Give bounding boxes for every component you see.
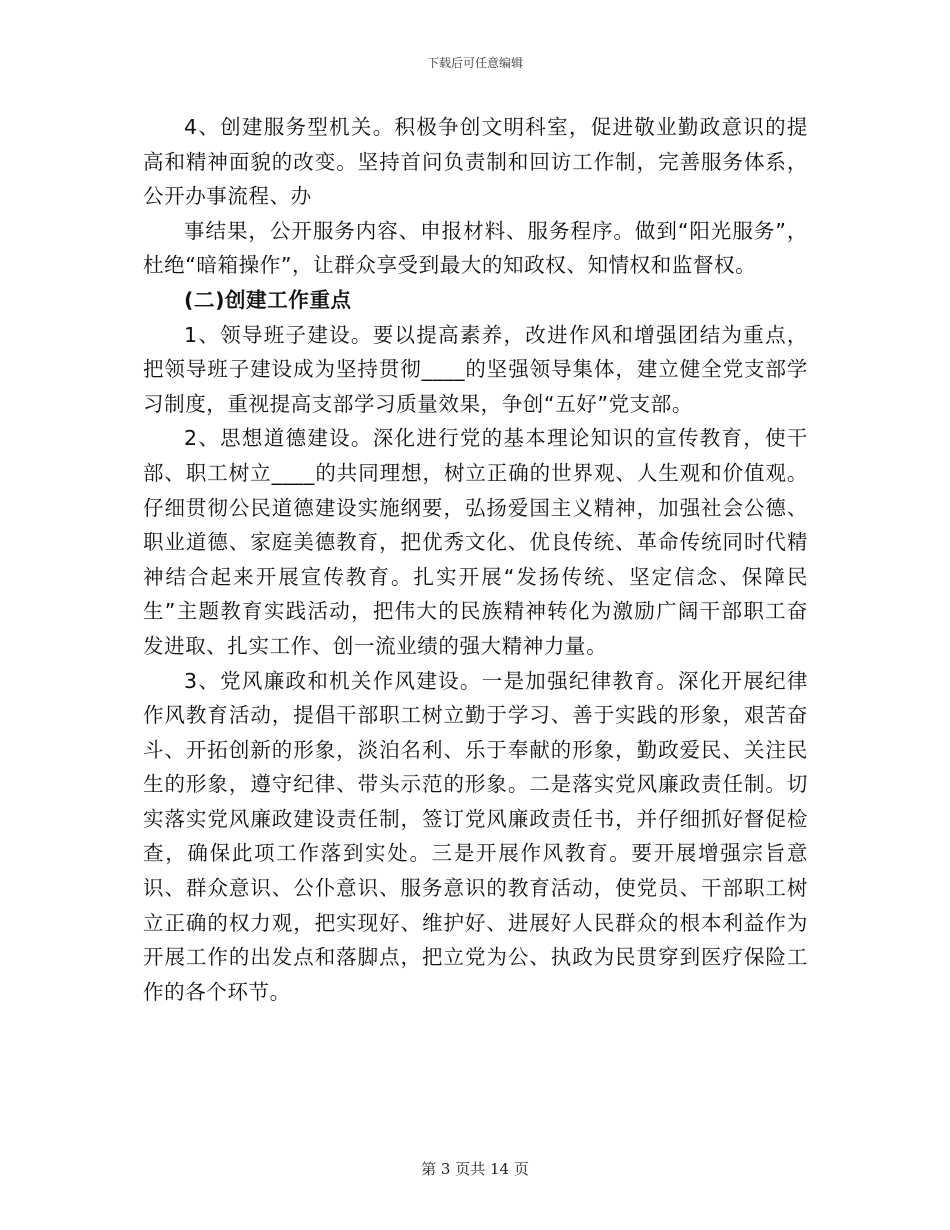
- header-note: 下载后可任意编辑: [426, 56, 523, 70]
- paragraph: 1、领导班子建设。要以提高素养，改进作风和增强团结为重点，把领导班子建设成为坚持贯彻____的坚强领导集体，建立健全党支部学习制度，重视提高支部学习质量效果，争创“五好”党支部。: [143, 322, 808, 416]
- page-number: 第 3 页共 14 页: [421, 1160, 529, 1178]
- paragraph: 4、创建服务型机关。积极争创文明科室，促进敬业勤政意识的提高和精神面貌的改变。坚持首问负责制和回访工作制，完善服务体系，公开办事流程、办: [143, 115, 808, 209]
- section-heading: (二)创建工作重点: [184, 287, 352, 312]
- paragraph: 2、思想道德建设。深化进行党的基本理论知识的宣传教育，使干部、职工树立____的共同理想，树立正确的世界观、人生观和价值观。仔细贯彻公民道德建设实施纲要，弘扬爱国主义精神，加强社会公德、职业道德、家庭美德教育，把优秀文化、优良传统、革命传统同时代精神结合起来开展宣传教育。扎实开展“发扬传统、坚定信念、保障民生”主题教育实践活动，把伟大的民族精神转化为激励广阔干部职工奋发进取、扎实工作、创一流业绩的强大精神力量。: [143, 426, 808, 658]
- document-body: [143, 110, 808, 1009]
- paragraph: 事结果，公开服务内容、申报材料、服务程序。做到“阳光服务”，杜绝“暗箱操作”，让群众享受到最大的知政权、知情权和监督权。: [143, 218, 808, 278]
- paragraph: 3、党风廉政和机关作风建设。一是加强纪律教育。深化开展纪律作风教育活动，提倡干部职工树立勤于学习、善于实践的形象，艰苦奋斗、开拓创新的形象，淡泊名利、乐于奉献的形象，勤政爱民、关注民生的形象，遵守纪律、带头示范的形象。二是落实党风廉政责任制。切实落实党风廉政建设责任制，签订党风廉政责任书，并仔细抓好督促检查，确保此项工作落到实处。三是开展作风教育。要开展增强宗旨意识、群众意识、公仆意识、服务意识的教育活动，使党员、干部职工树立正确的权力观，把实现好、维护好、进展好人民群众的根本利益作为开展工作的出发点和落脚点，把立党为公、执政为民贯穿到医疗保险工作的各个环节。: [143, 668, 808, 1004]
